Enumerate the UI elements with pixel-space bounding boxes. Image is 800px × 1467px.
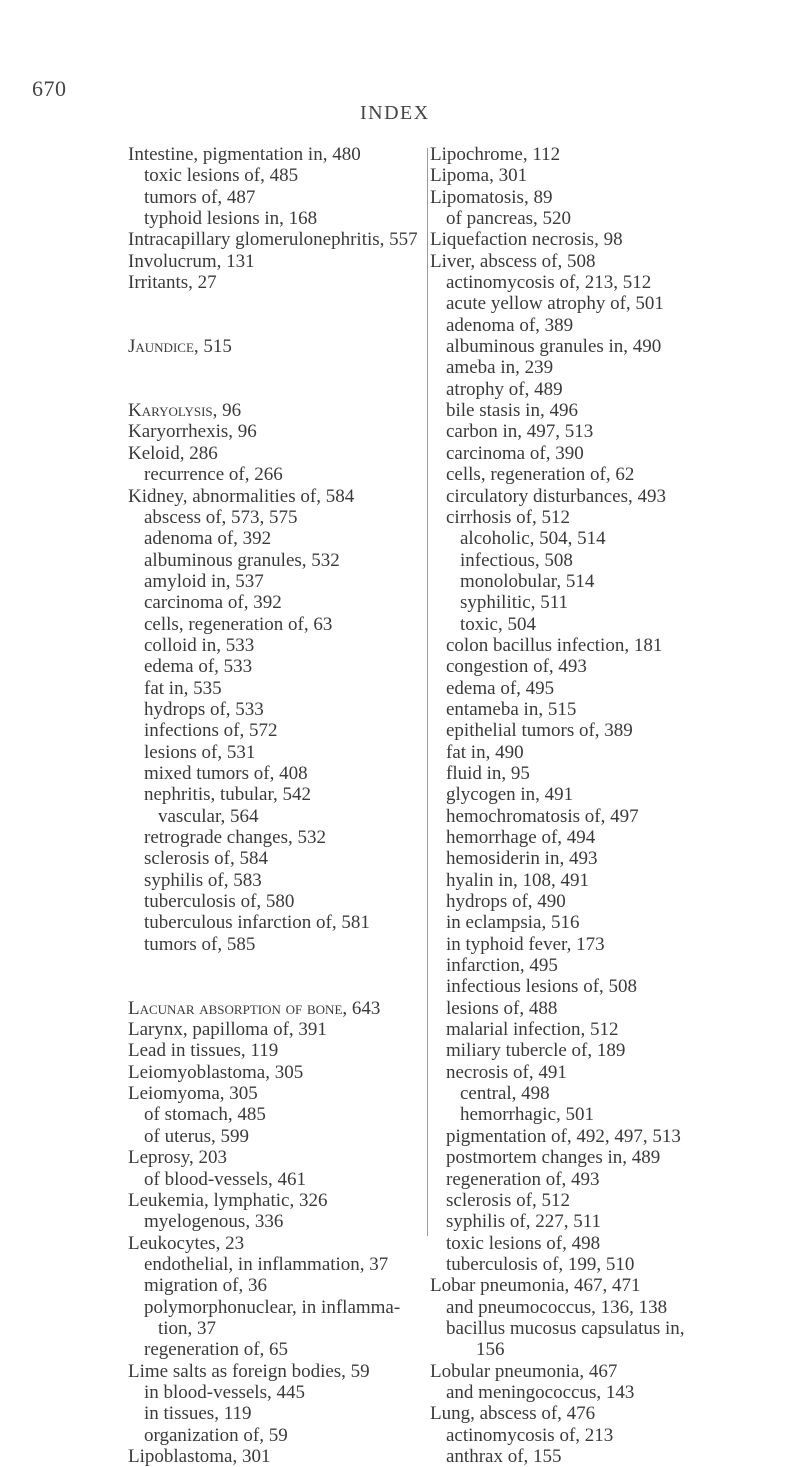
index-entry: Lead in tissues, 119 [128,1040,279,1062]
index-subentry: infarction, 495 [446,955,558,977]
index-subentry: adenoma of, 392 [144,528,272,550]
section-gap [128,315,428,336]
index-column-right [430,144,790,1467]
section-gap [128,293,428,314]
index-subentry: syphilitic, 511 [460,592,569,614]
index-entry: Involucrum, 131 [128,250,255,272]
index-subentry: tumors of, 487 [144,186,256,208]
index-subentry: infectious lesions of, 508 [446,976,638,998]
index-entry: Karyolysis, 96 [128,400,242,422]
index-entry: Lipoma, 301 [430,165,528,187]
index-subentry: monolobular, 514 [460,570,595,592]
index-subentry: adenoma of, 389 [446,314,574,336]
index-subentry: actinomycosis of, 213 [446,1424,614,1446]
index-subentry: edema of, 495 [446,677,555,699]
index-subentry: sclerosis of, 584 [144,848,269,870]
index-subentry: hydrops of, 533 [144,698,264,720]
index-subentry: typhoid lesions in, 168 [144,208,318,230]
index-subentry: vascular, 564 [158,805,259,827]
index-subentry: circulatory disturbances, 493 [446,485,667,507]
index-entry: Intracapillary glomerulonephritis, 557 [128,229,418,251]
page-number: 670 [32,76,67,101]
index-subentry: atrophy of, 489 [446,378,563,400]
index-subentry: infectious, 508 [460,549,573,571]
index-entry: Leiomyoma, 305 [128,1083,258,1105]
index-subentry: albuminous granules, 532 [144,549,340,571]
index-subentry: carcinoma of, 392 [144,592,282,614]
index-subentry: tuberculous infarction of, 581 [144,912,370,934]
index-subentry: fat in, 490 [446,741,524,763]
index-subentry: albuminous granules in, 490 [446,336,662,358]
index-subentry: hemochromatosis of, 497 [446,805,639,827]
index-entry: Lung, abscess of, 476 [430,1403,596,1425]
section-gap [128,955,428,976]
index-subentry: entameba in, 515 [446,698,577,720]
index-subentry: endothelial, in inflammation, 37 [144,1253,389,1275]
index-entry: Liquefaction necrosis, 98 [430,229,623,251]
index-subentry: cells, regeneration of, 63 [144,613,333,635]
index-subentry: ameba in, 239 [446,357,554,379]
index-subentry: edema of, 533 [144,656,253,678]
index-entry: Intestine, pigmentation in, 480 [128,144,361,165]
index-entry: Kidney, abnormalities of, 584 [128,485,355,507]
index-subentry: glycogen in, 491 [446,784,574,806]
index-subentry: of pancreas, 520 [446,208,572,230]
index-subentry: abscess of, 573, 575 [144,506,298,528]
index-subentry: retrograde changes, 532 [144,827,327,848]
index-subentry: of stomach, 485 [144,1104,266,1126]
index-subentry: and pneumococcus, 136, 138 [446,1296,668,1318]
index-entry: Lipomatosis, 89 [430,186,553,208]
index-entry: Karyorrhexis, 96 [128,421,257,443]
section-gap [128,976,428,997]
index-subentry: hemorrhage of, 494 [446,827,596,848]
index-subentry: colon bacillus infection, 181 [446,634,663,656]
index-subentry: anthrax of, 155 [446,1445,562,1467]
index-subentry: amyloid in, 537 [144,570,264,592]
index-subentry: and meningococcus, 143 [446,1381,635,1403]
index-subentry: tumors of, 585 [144,933,256,955]
index-entry: Leiomyoblastoma, 305 [128,1061,304,1083]
index-subentry: regeneration of, 493 [446,1168,600,1190]
section-gap [128,379,428,400]
index-subentry: miliary tubercle of, 189 [446,1040,626,1062]
index-subentry: of uterus, 599 [144,1125,250,1147]
index-subentry: colloid in, 533 [144,634,255,656]
index-subentry: nephritis, tubular, 542 [144,784,312,806]
index-subentry: bacillus mucosus capsulatus in, [446,1317,685,1339]
index-subentry: hemorrhagic, 501 [460,1104,595,1126]
index-entry: Liver, abscess of, 508 [430,250,596,272]
index-subentry: cirrhosis of, 512 [446,506,571,528]
index-column-left [128,144,428,1467]
index-subentry: toxic lesions of, 485 [144,165,299,187]
index-entry: Lacunar absorption of bone, 643 [128,997,381,1019]
index-subentry: recurrence of, 266 [144,464,283,486]
index-subentry: necrosis of, 491 [446,1061,567,1083]
index-subentry: 156 [476,1339,505,1361]
index-subentry: hyalin in, 108, 491 [446,869,590,891]
index-subentry: in blood-vessels, 445 [144,1381,305,1403]
index-subentry: epithelial tumors of, 389 [446,720,633,742]
index-subentry: central, 498 [460,1083,550,1105]
index-entry: Leukocytes, 23 [128,1232,245,1254]
index-entry: Irritants, 27 [128,272,217,294]
index-subentry: toxic lesions of, 498 [446,1232,601,1254]
index-subentry: infections of, 572 [144,720,278,742]
index-subentry: pigmentation of, 492, 497, 513 [446,1125,681,1147]
index-subentry: regeneration of, 65 [144,1339,289,1361]
index-subentry: lesions of, 531 [144,741,256,763]
index-subentry: fluid in, 95 [446,762,530,784]
index-subentry: polymorphonuclear, in inflamma- [144,1296,401,1318]
index-subentry: lesions of, 488 [446,997,558,1019]
section-gap [128,357,428,378]
index-entry: Lipochrome, 112 [430,144,561,165]
index-subentry: postmortem changes in, 489 [446,1147,661,1169]
index-subentry: actinomycosis of, 213, 512 [446,272,652,294]
index-subentry: mixed tumors of, 408 [144,762,308,784]
index-subentry: organization of, 59 [144,1424,288,1446]
index-entry: Lobular pneumonia, 467 [430,1360,618,1382]
index-subentry: tuberculosis of, 199, 510 [446,1253,635,1275]
index-entry: Leukemia, lymphatic, 326 [128,1189,328,1211]
index-subentry: hydrops of, 490 [446,891,566,913]
index-subentry: in typhoid fever, 173 [446,933,605,955]
index-entry: Lipoblastoma, 301 [128,1445,271,1467]
index-subentry: in eclampsia, 516 [446,912,580,934]
index-subentry: migration of, 36 [144,1275,267,1297]
index-entry: Jaundice, 515 [128,336,232,358]
running-head: INDEX [360,102,430,124]
index-subentry: alcoholic, 504, 514 [460,528,606,550]
index-subentry: syphilis of, 227, 511 [446,1211,601,1233]
index-subentry: in tissues, 119 [144,1403,252,1425]
index-subentry: sclerosis of, 512 [446,1189,571,1211]
index-subentry: congestion of, 493 [446,656,587,678]
index-entry: Leprosy, 203 [128,1147,228,1169]
index-subentry: acute yellow atrophy of, 501 [446,293,664,315]
index-subentry: cells, regeneration of, 62 [446,464,635,486]
index-subentry: of blood-vessels, 461 [144,1168,307,1190]
index-subentry: fat in, 535 [144,677,222,699]
index-entry: Keloid, 286 [128,442,218,464]
column-divider [427,148,428,1236]
index-subentry: malarial infection, 512 [446,1019,619,1041]
index-subentry: carcinoma of, 390 [446,442,584,464]
index-subentry: hemosiderin in, 493 [446,848,598,870]
index-entry: Larynx, papilloma of, 391 [128,1019,327,1041]
index-subentry: myelogenous, 336 [144,1211,284,1233]
index-subentry: tuberculosis of, 580 [144,891,295,913]
index-subentry: carbon in, 497, 513 [446,421,594,443]
index-subentry: syphilis of, 583 [144,869,262,891]
index-subentry: tion, 37 [158,1317,217,1339]
index-entry: Lime salts as foreign bodies, 59 [128,1360,370,1382]
index-entry: Lobar pneumonia, 467, 471 [430,1275,641,1297]
index-subentry: bile stasis in, 496 [446,400,578,422]
index-subentry: toxic, 504 [460,613,536,635]
